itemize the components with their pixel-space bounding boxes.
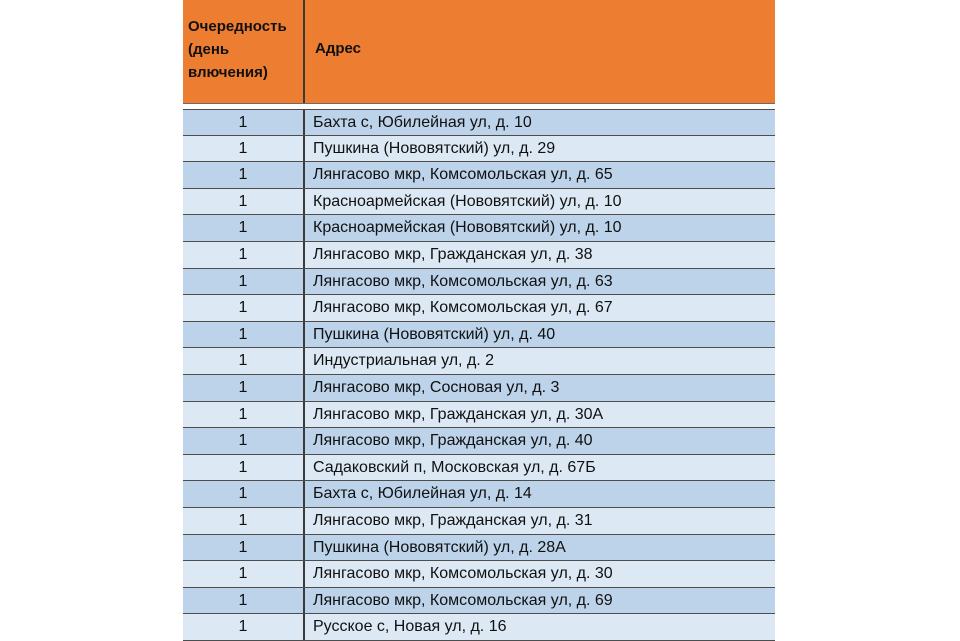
table-row (183, 322, 775, 349)
address-cell: Лянгасово мкр, Гражданская ул, д. 30А (313, 405, 604, 423)
address-cell: Индустриальная ул, д. 2 (313, 352, 495, 370)
table-row (183, 535, 775, 562)
table-row (183, 375, 775, 402)
address-cell: Бахта с, Юбилейная ул, д. 14 (313, 485, 532, 503)
table-row (183, 109, 775, 136)
address-cell: Лянгасово мкр, Гражданская ул, д. 40 (313, 432, 593, 450)
order-cell: 1 (183, 455, 305, 481)
address-cell: Бахта с, Юбилейная ул, д. 10 (313, 114, 532, 131)
address-cell: Русское с, Новая ул, д. 16 (313, 618, 507, 636)
address-cell: Пушкина (Нововятский) ул, д. 29 (313, 139, 556, 157)
order-cell: 1 (183, 215, 305, 241)
address-cell: Лянгасово мкр, Гражданская ул, д. 38 (313, 245, 593, 263)
table-row (183, 614, 775, 641)
address-table (183, 0, 775, 641)
table-row (183, 295, 775, 322)
address-cell: Красноармейская (Нововятский) ул, д. 10 (313, 192, 622, 210)
table-row (183, 242, 775, 269)
order-cell: 1 (183, 295, 305, 321)
order-cell: 1 (183, 110, 305, 135)
order-cell: 1 (183, 588, 305, 614)
table-row (183, 428, 775, 455)
order-cell: 1 (183, 189, 305, 215)
table-row (183, 508, 775, 535)
address-cell: Пушкина (Нововятский) ул, д. 40 (313, 325, 556, 343)
address-cell: Лянгасово мкр, Комсомольская ул, д. 63 (313, 272, 613, 290)
header-address-cell: Адрес (315, 40, 362, 57)
address-cell: Лянгасово мкр, Комсомольская ул, д. 30 (313, 565, 613, 583)
table-row (183, 481, 775, 508)
table-row (183, 269, 775, 296)
order-cell: 1 (183, 269, 305, 295)
address-cell: Лянгасово мкр, Комсомольская ул, д. 65 (313, 166, 613, 184)
address-cell: Садаковский п, Московская ул, д. 67Б (313, 458, 596, 476)
order-cell: 1 (183, 375, 305, 401)
address-cell: Лянгасово мкр, Комсомольская ул, д. 67 (313, 299, 613, 317)
order-cell: 1 (183, 508, 305, 534)
order-cell: 1 (183, 428, 305, 454)
table-row (183, 588, 775, 615)
order-cell: 1 (183, 614, 305, 640)
table-row (183, 561, 775, 588)
address-cell: Красноармейская (Нововятский) ул, д. 10 (313, 219, 622, 237)
header-order-cell: Очередность (день влючения) (183, 0, 305, 103)
order-cell: 1 (183, 402, 305, 428)
table-row (183, 215, 775, 242)
order-cell: 1 (183, 561, 305, 587)
order-cell: 1 (183, 535, 305, 561)
order-cell: 1 (183, 136, 305, 162)
address-cell: Пушкина (Нововятский) ул, д. 28А (313, 538, 566, 556)
order-cell: 1 (183, 242, 305, 268)
table-row (183, 136, 775, 163)
table-row (183, 162, 775, 189)
address-cell: Лянгасово мкр, Сосновая ул, д. 3 (313, 378, 560, 396)
table-body (183, 109, 775, 641)
table-row (183, 402, 775, 429)
order-cell: 1 (183, 348, 305, 374)
table-row (183, 455, 775, 482)
table-header (183, 0, 775, 104)
order-cell: 1 (183, 322, 305, 348)
order-cell: 1 (183, 162, 305, 188)
address-cell: Лянгасово мкр, Комсомольская ул, д. 69 (313, 591, 613, 609)
address-cell: Лянгасово мкр, Гражданская ул, д. 31 (313, 511, 593, 529)
table-row (183, 189, 775, 216)
table-row (183, 348, 775, 375)
order-cell: 1 (183, 481, 305, 507)
